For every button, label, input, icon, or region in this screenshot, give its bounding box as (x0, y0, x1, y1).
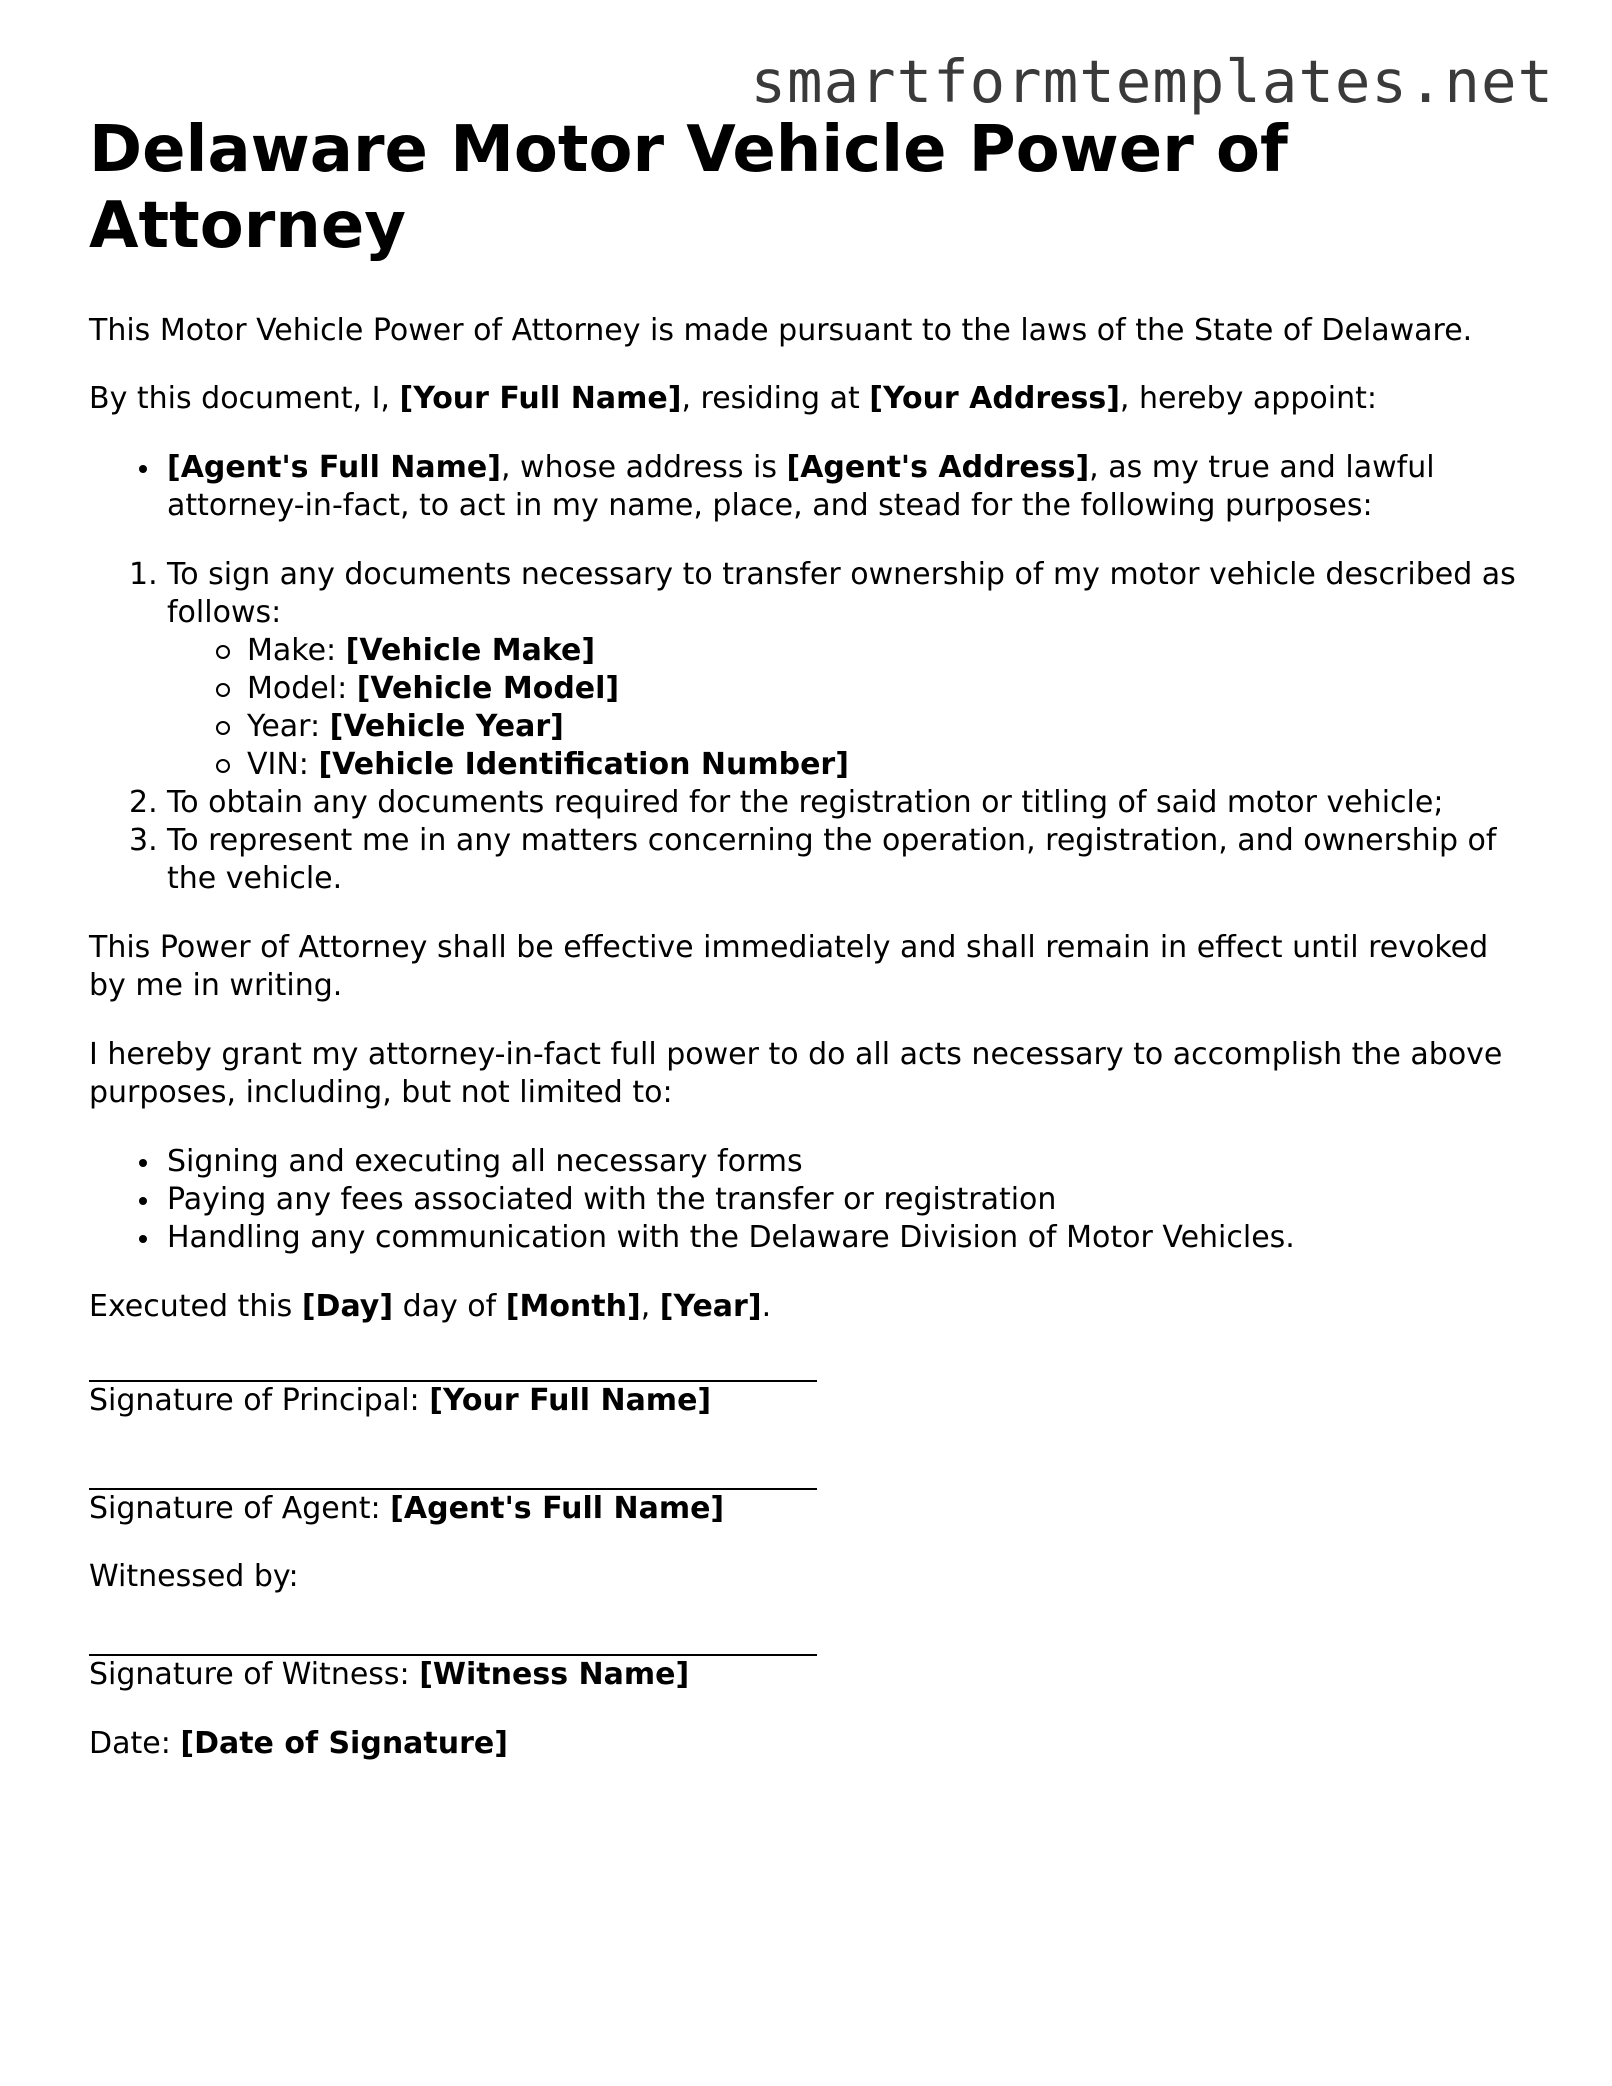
vehicle-make-placeholder: [Vehicle Make] (345, 633, 596, 668)
vehicle-year-item (247, 708, 1529, 746)
document-body (89, 112, 1529, 1763)
purpose-item-1 (129, 556, 1529, 784)
agent-text-1: , whose address is (500, 450, 787, 485)
vehicle-year-label: Year: (247, 709, 330, 744)
effective-paragraph: This Power of Attorney shall be effective immediately and shall remain in effect until revoked by me in writing. (89, 930, 1489, 1003)
executed-text-1: Executed this (89, 1289, 302, 1324)
principal-signature-label: Signature of Principal: (89, 1383, 430, 1418)
month-placeholder: [Month] (505, 1289, 641, 1324)
appointment-text-1: By this document, I, (89, 381, 400, 416)
witnessed-by-label: Witnessed by: (89, 1559, 299, 1594)
purpose-number-3: 3. (129, 823, 158, 858)
executed-line (89, 1288, 1529, 1326)
agent-text-2: , as my true and lawful attorney-in-fact, to act in my name, place, and stead for the following purposes: (167, 450, 1435, 523)
date-placeholder: [Date of Signature] (180, 1726, 508, 1761)
purpose-number-1: 1. (129, 557, 158, 592)
purpose-item-2 (129, 784, 1529, 822)
agent-signature-placeholder: [Agent's Full Name] (390, 1491, 725, 1526)
vehicle-year-placeholder: [Vehicle Year] (329, 709, 564, 744)
witness-name-placeholder: [Witness Name] (419, 1657, 690, 1692)
appointment-text-2: , residing at (681, 381, 870, 416)
intro-paragraph: This Motor Vehicle Power of Attorney is made pursuant to the laws of the State of Delaware. (89, 313, 1473, 348)
vehicle-model-item (247, 670, 1529, 708)
date-line (89, 1725, 1529, 1763)
agent-item (167, 449, 1529, 525)
agent-signature-caption (89, 1490, 1529, 1528)
purposes-list (89, 556, 1529, 898)
vehicle-make-label: Make: (247, 633, 346, 668)
vehicle-model-placeholder: [Vehicle Model] (356, 671, 620, 706)
vehicle-vin-placeholder: [Vehicle Identification Number] (318, 747, 849, 782)
purpose-number-2: 2. (129, 785, 158, 820)
your-address-placeholder: [Your Address] (869, 381, 1120, 416)
power-item: Signing and executing all necessary forms (167, 1143, 1529, 1181)
day-placeholder: [Day] (301, 1289, 394, 1324)
vehicle-model-label: Model: (247, 671, 357, 706)
document-title: Delaware Motor Vehicle Power of Attorney (89, 113, 1288, 263)
principal-signature-caption (89, 1382, 1529, 1420)
principal-name-placeholder: [Your Full Name] (429, 1383, 712, 1418)
date-label: Date: (89, 1726, 181, 1761)
power-item: Paying any fees associated with the transfer or registration (167, 1181, 1529, 1219)
agent-signature-label: Signature of Agent: (89, 1491, 391, 1526)
agent-list (89, 449, 1529, 525)
your-name-placeholder: [Your Full Name] (399, 381, 682, 416)
agent-address-placeholder: [Agent's Address] (786, 450, 1090, 485)
vehicle-vin-item (247, 746, 1529, 784)
purpose-text-2: To obtain any documents required for the registration or titling of said motor vehicle; (167, 785, 1444, 820)
executed-text-4: . (761, 1289, 772, 1324)
appointment-paragraph (89, 380, 1529, 418)
vehicle-details-list (167, 632, 1529, 784)
witness-signature-caption (89, 1656, 1529, 1694)
vehicle-vin-label: VIN: (247, 747, 319, 782)
power-item: Handling any communication with the Delaware Division of Motor Vehicles. (167, 1219, 1529, 1257)
agent-name-placeholder: [Agent's Full Name] (167, 450, 501, 485)
executed-text-2: day of (393, 1289, 506, 1324)
executed-text-3: , (640, 1289, 660, 1324)
witness-signature-label: Signature of Witness: (89, 1657, 420, 1692)
purpose-text-3: To represent me in any matters concerning the operation, registration, and ownership of the vehicle. (167, 823, 1497, 896)
purpose-text-1: To sign any documents necessary to transfer ownership of my motor vehicle described as follows: (167, 557, 1516, 630)
appointment-text-3: , hereby appoint: (1119, 381, 1377, 416)
grant-paragraph: I hereby grant my attorney-in-fact full power to do all acts necessary to accomplish the above purposes, including, but not limited to: (89, 1037, 1503, 1110)
watermark: smartformtemplates.net (750, 47, 1554, 116)
vehicle-make-item (247, 632, 1529, 670)
purpose-item-3 (129, 822, 1529, 898)
year-placeholder: [Year] (659, 1289, 762, 1324)
powers-list (89, 1143, 1529, 1257)
